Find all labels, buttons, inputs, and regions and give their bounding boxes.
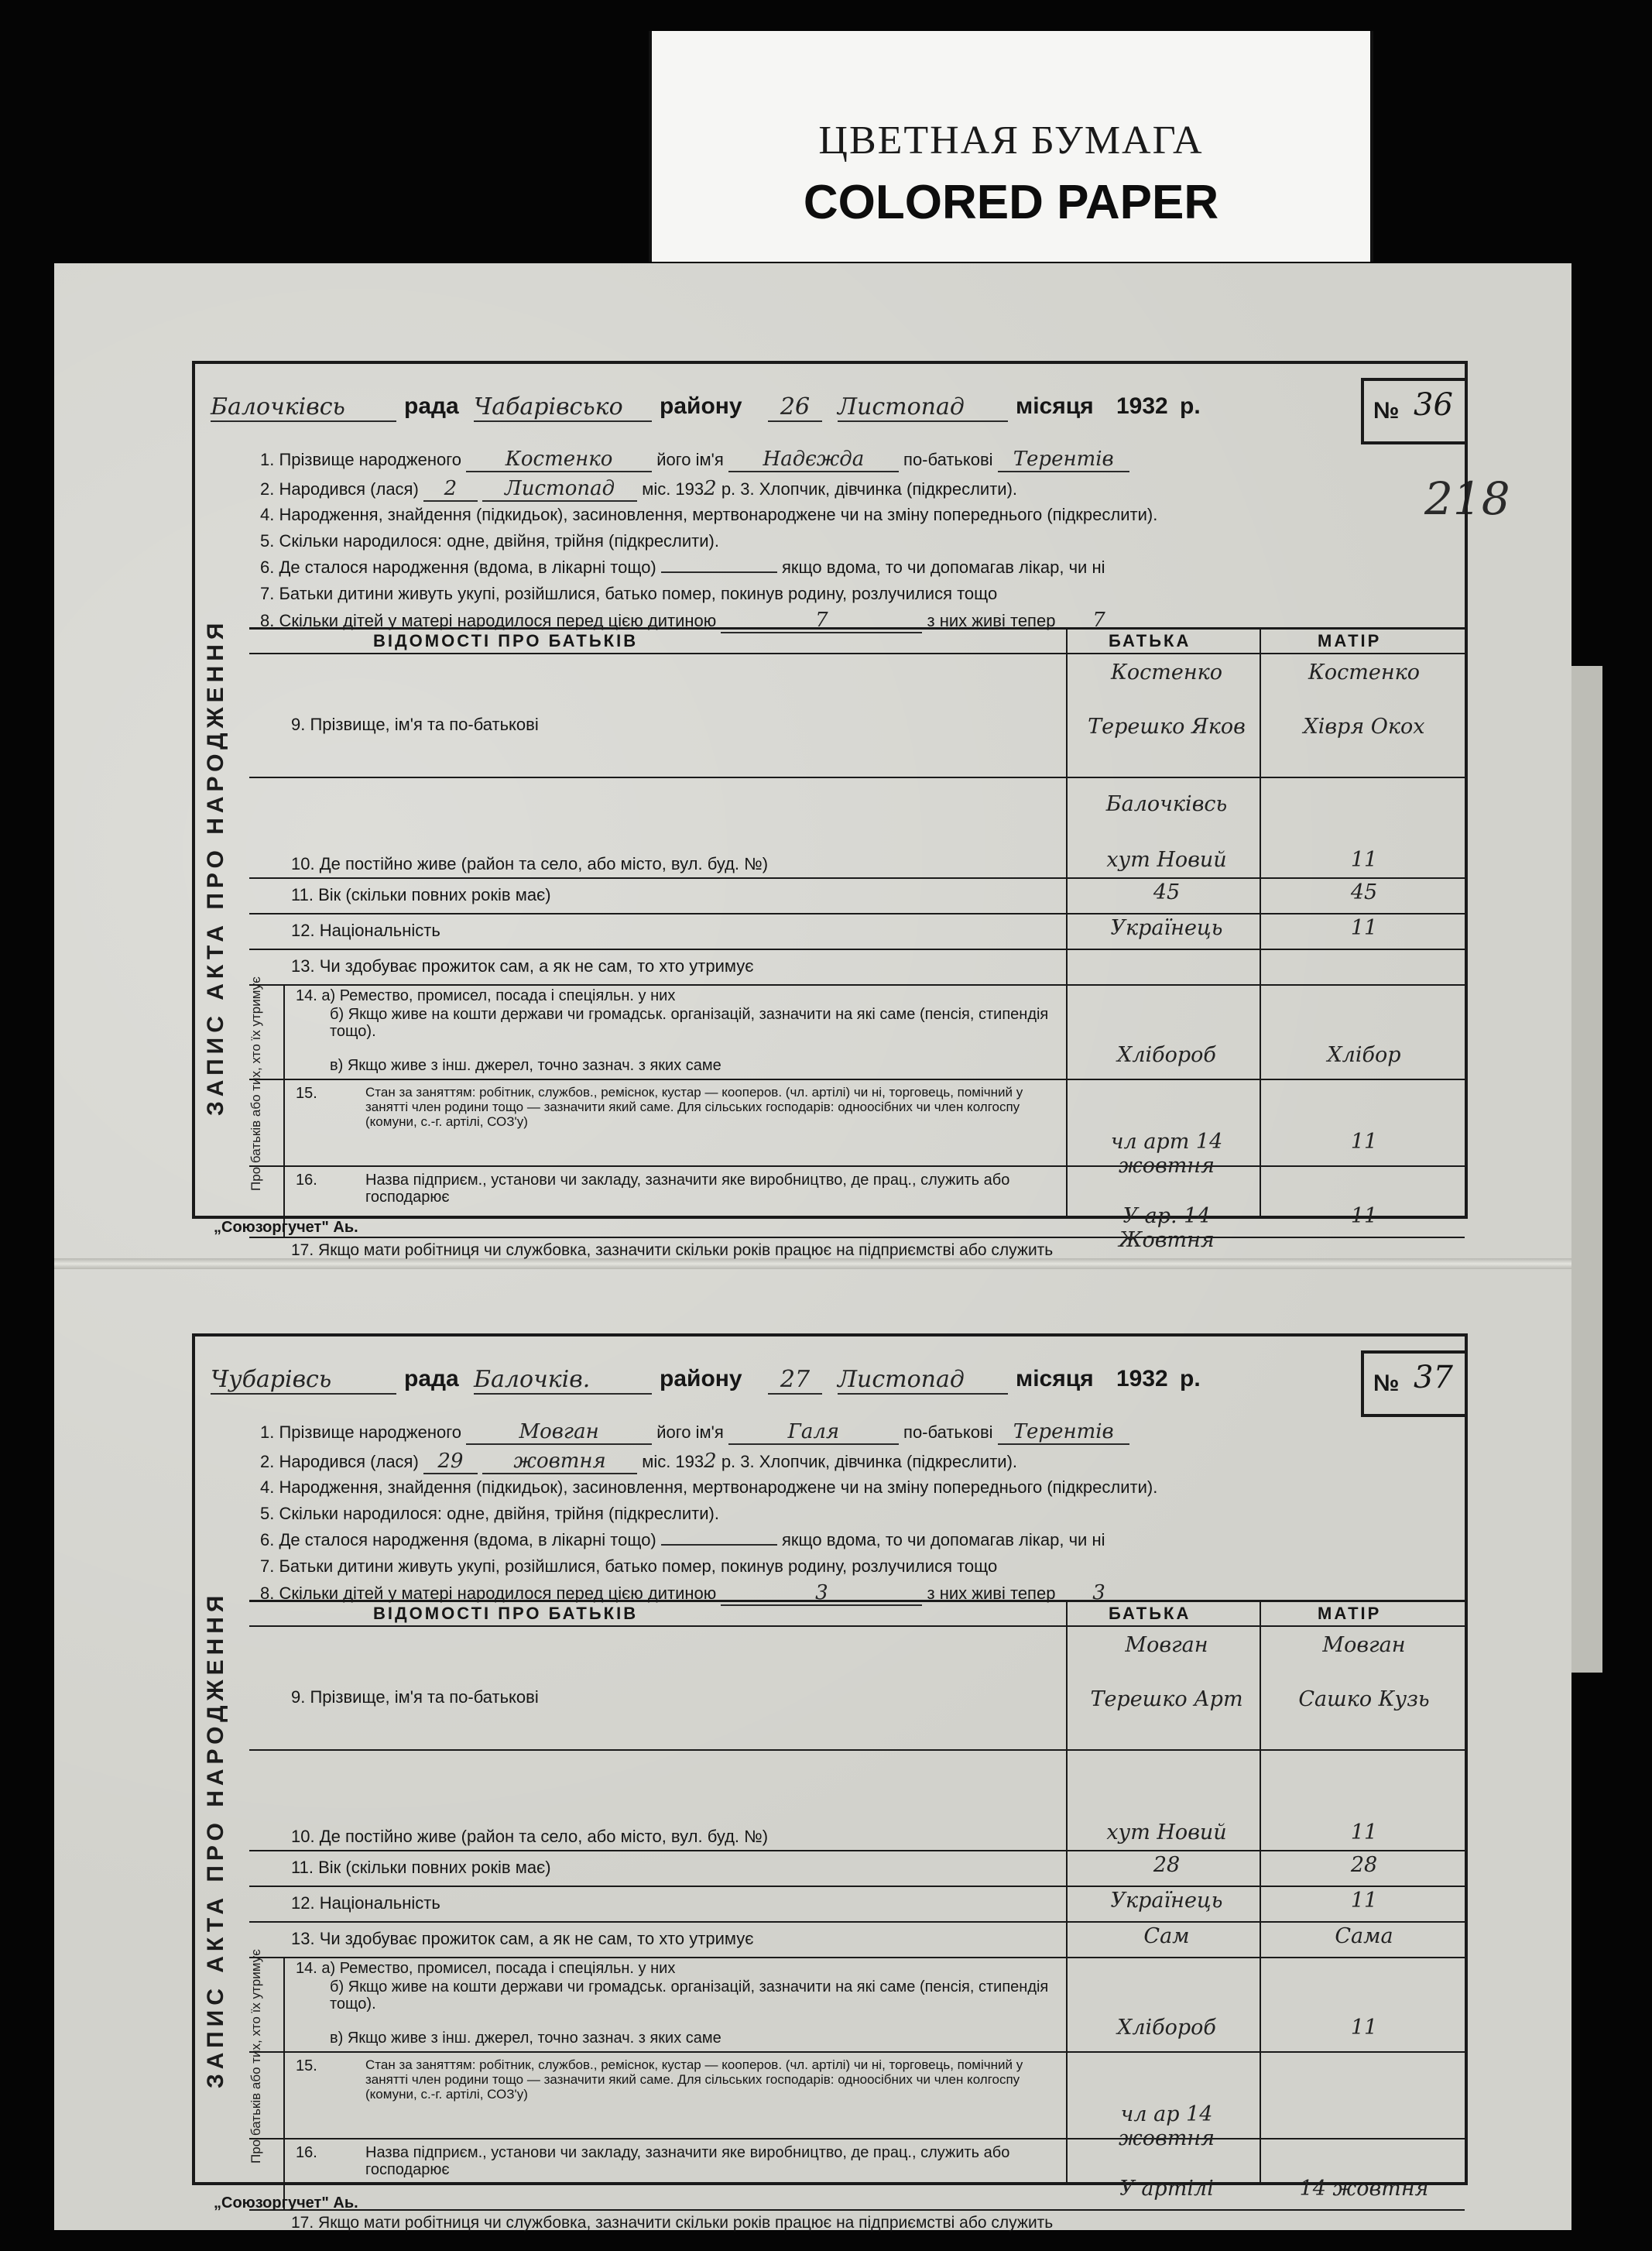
child-patronymic: Терентів	[998, 1420, 1129, 1445]
record-number-box	[1361, 378, 1468, 444]
q14b-label: б) Якщо живе на кошти держави чи громадськ. організацій, зазначити на які саме (пенсія, стипендія тощо).	[330, 1006, 1049, 1041]
row-12	[249, 913, 1465, 950]
patronymic-label: по-батькові	[903, 450, 993, 469]
council-name: Чубарівсь	[211, 1366, 396, 1395]
birth-month: жовтня	[482, 1450, 637, 1474]
mother-support: Сама	[1335, 1924, 1393, 1948]
children-alive-label: з них живі тепер	[927, 1584, 1056, 1603]
q17-label: 17. Якщо мати робітниця чи службовка, зазначити скільки років працює на підприємстві або служить	[291, 1241, 1054, 1259]
q10-label: 10. Де постійно живе (район та село, або місто, вул. буд. №)	[291, 1827, 769, 1846]
district-name: Балочків.	[474, 1366, 652, 1395]
row-10	[249, 1749, 1465, 1851]
father-column-header: БАТЬКА	[1109, 631, 1191, 650]
row-17	[249, 2209, 1465, 2237]
row-10	[249, 777, 1465, 879]
q17-label: 17. Якщо мати робітниця чи службовка, зазначити скільки років працює на підприємстві або служить	[291, 2214, 1054, 2232]
row-15	[249, 1079, 1465, 1178]
vertical-subtitle: Про батьків або тих, хто їх утримує	[248, 976, 263, 1192]
row-16	[249, 2138, 1465, 2211]
mother-nationality: 11	[1350, 1889, 1378, 1913]
born-label: 2. Народився (лася)	[260, 479, 419, 499]
q9-label: 9. Прізвище, ім'я та по-батькові	[291, 715, 539, 734]
council-label: рада	[404, 1366, 459, 1391]
father-occupation: Хлібороб	[1117, 1043, 1216, 1067]
vertical-title: ЗАПИС АКТА ПРО НАРОДЖЕННЯ	[203, 1590, 228, 2089]
mother-residence: 11	[1350, 848, 1378, 872]
q12-label: 12. Національність	[291, 1893, 440, 1913]
q14c-label: в) Якщо живе з інш. джерел, точно зазнач. з яких саме	[330, 2030, 721, 2047]
line-7: 7. Батьки дитини живуть укупі, розійшлися, батько помер, покинув родину, розлучилися тощо	[260, 1556, 998, 1576]
mother-name: Сашко Кузь	[1298, 1687, 1430, 1711]
birth-day: 2	[423, 477, 478, 502]
born-label: 2. Народився (лася)	[260, 1452, 419, 1471]
row-11	[249, 877, 1465, 914]
doctor-label: якщо вдома, то чи допомагав лікар, чи ні	[782, 1530, 1105, 1549]
q14b-label: б) Якщо живе на кошти держави чи громадськ. організацій, зазначити на які саме (пенсія, стипендія тощо).	[330, 1978, 1049, 2013]
father-column-header: БАТЬКА	[1109, 1604, 1191, 1623]
father-nationality: Українець	[1110, 916, 1223, 940]
vertical-title: ЗАПИС АКТА ПРО НАРОДЖЕННЯ	[203, 618, 228, 1117]
q16-label: Назва підприєм., установи чи закладу, зазначити яке виробництво, де прац., служить або господарює	[365, 1172, 1010, 1206]
year-suffix: р.	[1180, 1366, 1201, 1391]
month-label: місяця	[1016, 393, 1094, 419]
mother-column-header: МАТІР	[1318, 631, 1382, 650]
father-age: 28	[1153, 1853, 1181, 1877]
child-surname: Мовган	[466, 1420, 652, 1445]
row-15	[249, 2051, 1465, 2150]
row-12	[249, 1886, 1465, 1923]
record-header	[195, 387, 1465, 426]
children-alive-label: з них живі тепер	[927, 611, 1056, 630]
father-status: чл ар 14 жовтня	[1119, 2102, 1215, 2150]
vertical-subtitle: Про батьків або тих, хто їх утримує	[248, 1949, 263, 2164]
row-9	[249, 1625, 1465, 1751]
father-workplace: У ар. 14 Жовтня	[1119, 1204, 1215, 1252]
father-occupation: Хлібороб	[1117, 2016, 1216, 2040]
child-patronymic: Терентів	[998, 448, 1129, 472]
line-7: 7. Батьки дитини живуть укупі, розійшлися, батько помер, покинув родину, розлучилися тощо	[260, 584, 998, 603]
name-label: його ім'я	[656, 1422, 724, 1442]
birth-year-digit: 2	[704, 477, 717, 500]
record-number: 36	[1414, 387, 1453, 423]
surname-label: 1. Прізвище народженого	[260, 1422, 461, 1442]
number-label: №	[1373, 1371, 1400, 1396]
doctor-label: якщо вдома, то чи допомагав лікар, чи ні	[782, 558, 1105, 577]
q10-label: 10. Де постійно живе (район та село, або місто, вул. буд. №)	[291, 854, 769, 873]
q16-label: Назва підприєм., установи чи закладу, зазначити яке виробництво, де прац., служить або господарює	[365, 2144, 1010, 2179]
father-nationality: Українець	[1110, 1889, 1223, 1913]
district-label: району	[660, 1366, 742, 1391]
district-name: Чабарівсько	[474, 393, 652, 422]
record-number-box	[1361, 1350, 1468, 1417]
q15-number: 15.	[296, 1085, 317, 1102]
father-residence-2: хут Новий	[1106, 1820, 1227, 1844]
mother-workplace: 14 жовтня	[1299, 2177, 1429, 2201]
row-13	[249, 1921, 1465, 1958]
mother-nationality: 11	[1350, 916, 1378, 940]
label-english: COLORED PAPER	[803, 176, 1219, 229]
father-status: чл арт 14 жовтня	[1110, 1130, 1223, 1178]
children-before-label: 8. Скільки дітей у матері народилося перед цією дитиною	[260, 1584, 717, 1603]
birthplace-label: 6. Де сталося народження (вдома, в лікарні тощо)	[260, 1530, 656, 1549]
table-header-row	[249, 1602, 1465, 1627]
table-title: ВІДОМОСТІ ПРО БАТЬКІВ	[373, 631, 639, 650]
birthplace-label: 6. Де сталося народження (вдома, в лікарні тощо)	[260, 558, 656, 577]
line-4: 4. Народження, знайдення (підкидьок), засиновлення, мертвонароджене чи на зміну попереднього (підкреслити).	[260, 1477, 1158, 1497]
father-residence-2: хут Новий	[1106, 848, 1227, 872]
q13-label: 13. Чи здобуває прожиток сам, а як не сам, то хто утримує	[291, 956, 754, 976]
child-name: Галя	[728, 1420, 899, 1445]
children-before-label: 8. Скільки дітей у матері народилося перед цією дитиною	[260, 611, 717, 630]
printer-mark-1: „Союзоргучет" Аь.	[214, 1219, 358, 1236]
father-age: 45	[1153, 880, 1181, 904]
sex-label: р. 3. Хлопчик, дівчинка (підкреслити).	[721, 1452, 1018, 1471]
record-number: 37	[1414, 1360, 1453, 1395]
q11-label: 11. Вік (скільки повних років має)	[291, 885, 551, 904]
q15-number: 15.	[296, 2057, 317, 2074]
row-13	[249, 949, 1465, 986]
mother-age: 28	[1350, 1853, 1378, 1877]
colored-paper-label	[649, 31, 1373, 262]
record-header	[195, 1360, 1465, 1398]
q14a-label: 14. а) Ремество, промисел, посада і спеціяльн. у них	[296, 1960, 676, 1977]
patronymic-label: по-батькові	[903, 1422, 993, 1442]
line-2	[260, 1450, 1017, 1474]
row-14	[249, 984, 1465, 1080]
father-residence-1: Балочківсь	[1105, 792, 1228, 816]
label-russian: ЦВЕТНАЯ БУМАГА	[818, 118, 1204, 163]
year-suffix: р.	[1180, 393, 1201, 419]
father-surname: Костенко	[1110, 661, 1223, 685]
father-name: Терешко Арт	[1090, 1687, 1243, 1711]
father-surname: Мовган	[1125, 1633, 1208, 1657]
q16-number: 16.	[296, 1172, 317, 1189]
table-header-row	[249, 630, 1465, 654]
q16-number: 16.	[296, 2144, 317, 2161]
header-day: 27	[768, 1366, 822, 1395]
line-1	[260, 1420, 1129, 1445]
header-month: Листопад	[838, 393, 1008, 422]
q11-label: 11. Вік (скільки повних років має)	[291, 1858, 551, 1877]
header-month: Листопад	[838, 1366, 1008, 1395]
birth-year-prefix: міс. 193	[642, 479, 704, 499]
line-1	[260, 448, 1129, 472]
children-alive: 7	[1092, 609, 1105, 632]
line-6	[260, 558, 1105, 578]
q13-label: 13. Чи здобуває прожиток сам, а як не сам, то хто утримує	[291, 1929, 754, 1948]
mother-workplace: 11	[1350, 1204, 1378, 1228]
number-label: №	[1373, 398, 1400, 424]
month-label: місяця	[1016, 1366, 1094, 1391]
sheet-edge	[1571, 666, 1602, 1673]
birth-year-digit: 2	[704, 1450, 717, 1473]
row-9	[249, 653, 1465, 778]
mother-column-header: МАТІР	[1318, 1604, 1382, 1623]
q15-label: Стан за заняттям: робітник, службов., реміснок, кустар — кооперов. (чл. артілі) чи ні, торговець, помічний у занятті член родини тощо — зазначити який саме. Для сільських господарів: одноосібних чи член колгоспу (комуни, с.-г. артілі, СОЗ'у)	[365, 2057, 1023, 2102]
father-support: Сам	[1143, 1924, 1190, 1948]
printer-mark-2: „Союзоргучет" Аь.	[214, 2194, 358, 2212]
mother-residence: 11	[1350, 1820, 1378, 1844]
header-year: 1932	[1116, 393, 1168, 419]
mother-occupation: Хлібор	[1327, 1043, 1401, 1067]
surname-label: 1. Прізвище народженого	[260, 450, 461, 469]
line-5: 5. Скільки народилося: одне, двійня, трійня (підкреслити).	[260, 531, 719, 551]
row-14	[249, 1957, 1465, 2053]
council-label: рада	[404, 393, 459, 419]
margin-handwritten-number: 218	[1424, 472, 1510, 525]
line-4: 4. Народження, знайдення (підкидьок), засиновлення, мертвонароджене чи на зміну попереднього (підкреслити).	[260, 505, 1158, 524]
child-surname: Костенко	[466, 448, 652, 472]
q14c-label: в) Якщо живе з інш. джерел, точно зазнач. з яких саме	[330, 1057, 721, 1074]
header-year: 1932	[1116, 1366, 1168, 1391]
q14a-label: 14. а) Ремество, промисел, посада і спеціяльн. у них	[296, 987, 676, 1004]
row-17	[249, 1237, 1465, 1264]
birth-month: Листопад	[482, 477, 637, 502]
district-label: району	[660, 393, 742, 419]
children-before: 7	[721, 609, 922, 633]
q9-label: 9. Прізвище, ім'я та по-батькові	[291, 1687, 539, 1707]
children-alive: 3	[1092, 1581, 1105, 1604]
q12-label: 12. Національність	[291, 921, 440, 940]
birth-year-prefix: міс. 193	[642, 1452, 704, 1471]
line-5: 5. Скільки народилося: одне, двійня, трійня (підкреслити).	[260, 1504, 719, 1523]
council-name: Балочківсь	[211, 393, 396, 422]
mother-surname: Костенко	[1308, 661, 1421, 685]
line-2	[260, 477, 1017, 502]
mother-occupation: 11	[1350, 2016, 1378, 2040]
sex-label: р. 3. Хлопчик, дівчинка (підкреслити).	[721, 479, 1018, 499]
mother-status: 11	[1350, 1130, 1378, 1154]
birth-day: 29	[423, 1450, 478, 1474]
father-workplace: У артілі	[1119, 2177, 1214, 2201]
mother-surname: Мовган	[1322, 1633, 1406, 1657]
mother-name: Хівря Окох	[1303, 715, 1425, 739]
q15-label: Стан за заняттям: робітник, службов., реміснок, кустар — кооперов. (чл. артілі) чи ні, торговець, помічний у занятті член родини тощо — зазначити який саме. Для сільських господарів: одноосібних чи член колгоспу (комуни, с.-г. артілі, СОЗ'у)	[365, 1085, 1023, 1130]
father-name: Терешко Яков	[1088, 715, 1246, 739]
children-before: 3	[721, 1581, 922, 1606]
child-name: Надєжда	[728, 448, 899, 472]
header-day: 26	[768, 393, 822, 422]
name-label: його ім'я	[656, 450, 724, 469]
row-11	[249, 1850, 1465, 1887]
mother-age: 45	[1350, 880, 1378, 904]
line-6	[260, 1530, 1105, 1550]
table-title: ВІДОМОСТІ ПРО БАТЬКІВ	[373, 1604, 639, 1623]
